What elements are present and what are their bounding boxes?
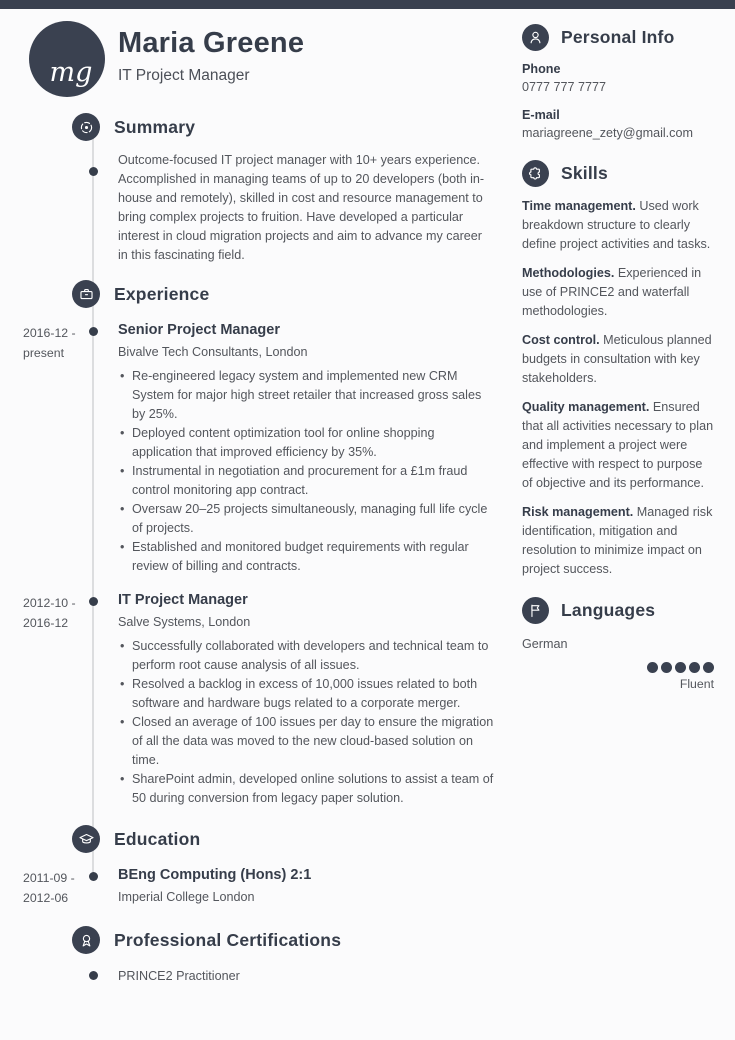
job-bullet: • Instrumental in negotiation and procurement for a £1m fraud control monitoring app contract. xyxy=(118,462,496,500)
language-level-dots xyxy=(522,662,714,673)
level-dot xyxy=(703,662,714,673)
person-icon xyxy=(522,24,549,51)
section-title-personal-info: Personal Info xyxy=(561,26,675,47)
level-dot xyxy=(661,662,672,673)
section-education-header xyxy=(72,825,500,853)
section-title-experience: Experience xyxy=(114,283,210,304)
job-title: IT Project Manager xyxy=(118,592,248,608)
school-name: Imperial College London xyxy=(118,890,255,904)
side-column xyxy=(522,23,714,691)
job-company: Bivalve Tech Consultants, London xyxy=(118,345,308,359)
job-bullet-list xyxy=(118,367,496,576)
entry-dates: 2012-10 - 2016-12 xyxy=(23,596,76,630)
medal-icon xyxy=(72,926,100,954)
contact-field-phone xyxy=(522,60,714,97)
job-bullet: • Deployed content optimization tool for online shopping application that improved efficiency by 35%. xyxy=(118,424,496,462)
avatar-monogram: mg xyxy=(49,56,93,88)
job-bullet: • Resolved a backlog in excess of 10,000 issues related to both software and hardware bugs related to a corporate merger. xyxy=(118,675,496,713)
skill-item: Cost control. Meticulous planned budgets in consultation with key stakeholders. xyxy=(522,333,712,385)
avatar xyxy=(29,21,105,97)
person-name: Maria Greene xyxy=(118,27,305,59)
timeline-dot xyxy=(89,327,98,336)
language-name: German xyxy=(522,637,568,651)
job-bullet: • Oversaw 20–25 projects simultaneously, managing full life cycle of projects. xyxy=(118,500,496,538)
entry-dates: 2016-12 - present xyxy=(23,326,76,360)
job-entry xyxy=(23,591,500,808)
skill-item: Methodologies. Experienced in use of PRINCE2 and waterfall methodologies. xyxy=(522,266,702,318)
job-bullet: • SharePoint admin, developed online solutions to assist a team of 50 during conversion from legacy paper solution. xyxy=(118,770,496,808)
accent-top-bar xyxy=(0,0,735,9)
summary-entry xyxy=(118,151,500,265)
section-title-skills: Skills xyxy=(561,162,608,183)
certification-name: PRINCE2 Practitioner xyxy=(118,969,240,983)
summary-text: Outcome-focused IT project manager with 10+ years experience. Accomplished in managing teams of up to 20 developers (both in-house and remotely), skilled in cost and resource management to bring complex projects to fruition. Have developed a particular interest in cloud migration projects and aim to advance my career in this fascinating field. xyxy=(118,153,485,262)
contact-field-email xyxy=(522,106,714,143)
section-summary-header xyxy=(72,113,500,141)
graduation-cap-icon xyxy=(72,825,100,853)
timeline-dot xyxy=(89,872,98,881)
field-label: Phone xyxy=(522,62,561,76)
section-personal-info-header xyxy=(522,23,714,51)
job-bullet: • Successfully collaborated with developers and technical team to perform root cause analysis of all issues. xyxy=(118,637,496,675)
certification-entry xyxy=(118,967,500,986)
section-experience-header xyxy=(72,280,500,308)
language-level-label: Fluent xyxy=(679,677,714,691)
target-icon xyxy=(72,113,100,141)
timeline-dot xyxy=(89,971,98,980)
main-column xyxy=(0,105,500,986)
job-bullet: • Re-engineered legacy system and implemented new CRM System for major high street retailer that increased gross sales by 25%. xyxy=(118,367,496,424)
email-value: mariagreene_zety@gmail.com xyxy=(522,126,693,140)
entry-dates: 2011-09 - 2012-06 xyxy=(23,871,75,905)
skill-item: Risk management. Managed risk identification, mitigation and resolution to minimize impact on project success. xyxy=(522,505,713,576)
section-skills-header xyxy=(522,159,714,187)
puzzle-piece-icon xyxy=(522,160,549,187)
job-company: Salve Systems, London xyxy=(118,615,251,629)
job-bullet: • Closed an average of 100 issues per day to ensure the migration of all the data was moved to the new cloud-based solution on time. xyxy=(118,713,496,770)
level-dot xyxy=(647,662,658,673)
field-label: E-mail xyxy=(522,108,560,122)
section-certifications-header xyxy=(72,926,500,954)
job-entry xyxy=(23,321,500,576)
briefcase-icon xyxy=(72,280,100,308)
person-job-title: IT Project Manager xyxy=(118,67,250,84)
skill-item: Time management. Used work breakdown structure to clearly define project activities and tasks. xyxy=(522,199,711,251)
skill-item: Quality management. Ensured that all activities necessary to plan and implement a project were effective with respect to purpose of objective and its performance. xyxy=(522,400,714,490)
flag-icon xyxy=(522,597,549,624)
phone-value: 0777 777 7777 xyxy=(522,80,607,94)
job-title: Senior Project Manager xyxy=(118,322,280,338)
timeline-dot xyxy=(89,597,98,606)
job-bullet-list xyxy=(118,637,496,808)
section-languages-header xyxy=(522,596,714,624)
education-entry xyxy=(23,866,500,907)
degree-title: BEng Computing (Hons) 2:1 xyxy=(118,867,312,883)
section-title-languages: Languages xyxy=(561,599,656,620)
section-title-certifications: Professional Certifications xyxy=(114,929,342,950)
section-title-summary: Summary xyxy=(114,116,196,137)
section-title-education: Education xyxy=(114,828,201,849)
timeline-dot xyxy=(89,167,98,176)
level-dot xyxy=(689,662,700,673)
level-dot xyxy=(675,662,686,673)
job-bullet: • Established and monitored budget requirements with regular review of billing and contracts. xyxy=(118,538,496,576)
timeline-line xyxy=(92,135,94,877)
